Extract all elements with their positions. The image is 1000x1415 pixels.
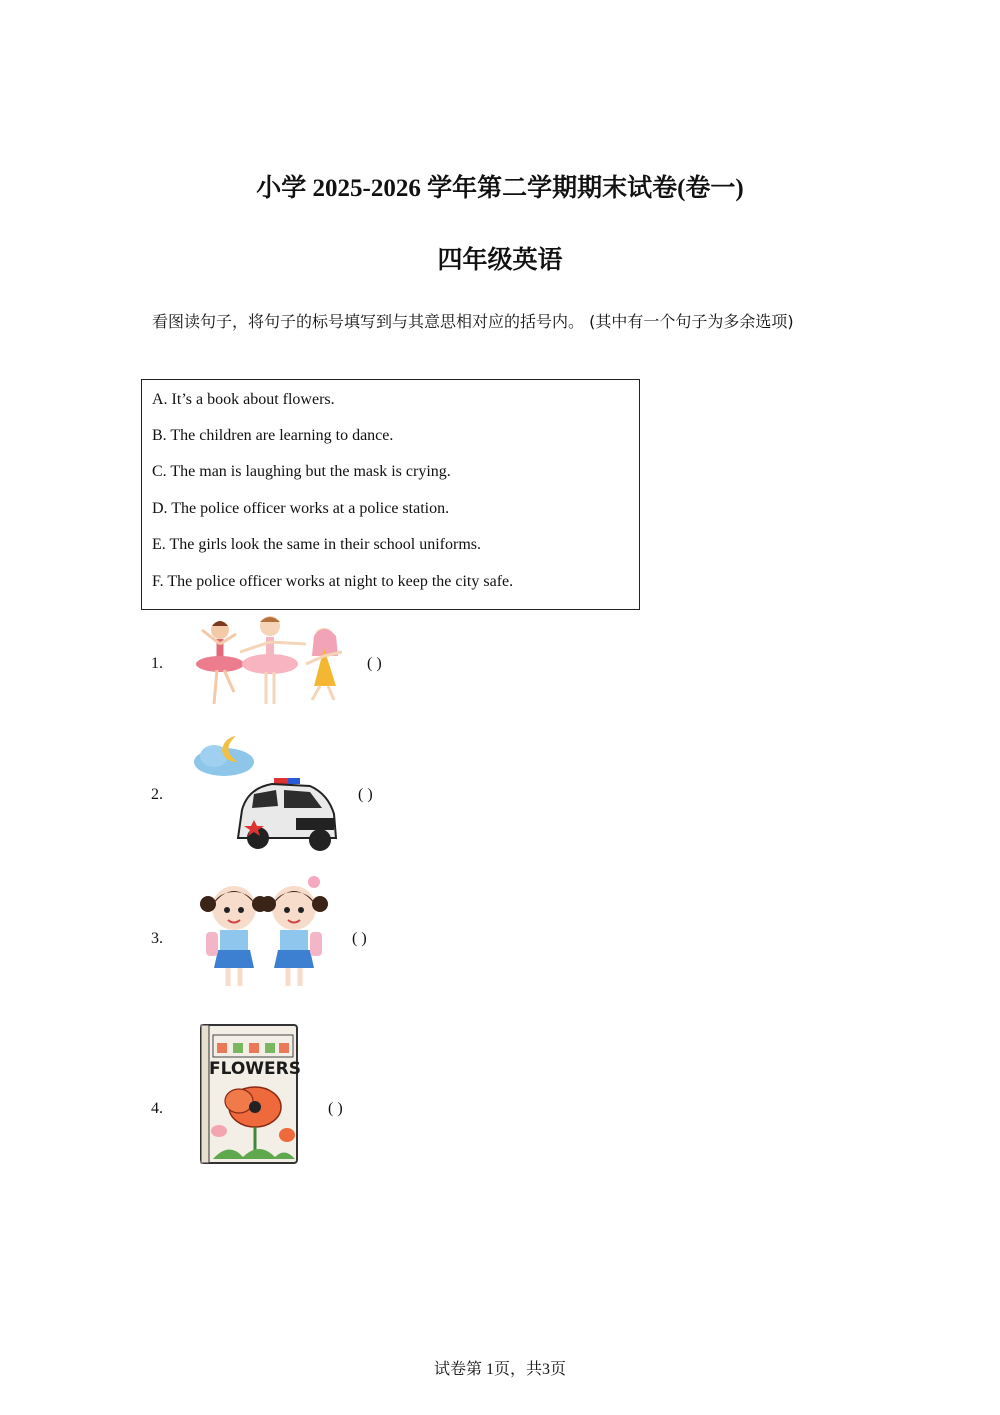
options-box: [141, 379, 640, 610]
question-2-number: 2.: [151, 786, 163, 803]
question-4-number: 4.: [151, 1100, 163, 1117]
question-1-answer-blank[interactable]: ( ): [367, 655, 382, 672]
option-a: A. It’s a book about flowers.: [152, 391, 335, 408]
exam-subtitle: 四年级英语: [437, 245, 563, 274]
option-c: C. The man is laughing but the mask is crying.: [152, 463, 451, 480]
question-2-answer-blank[interactable]: ( ): [358, 786, 373, 803]
question-3-number: 3.: [151, 930, 163, 947]
question-4-answer-blank[interactable]: ( ): [328, 1100, 343, 1117]
police-car-night-illustration: [192, 728, 342, 852]
twin-girls-uniform-illustration: [198, 872, 328, 994]
option-d: D. The police officer works at a police station.: [152, 500, 450, 517]
question-3-answer-blank[interactable]: ( ): [352, 930, 367, 947]
exam-title: 小学 2025-2026 学年第二学期期末试卷(卷一): [256, 175, 744, 202]
option-b: B. The children are learning to dance.: [152, 427, 394, 444]
page-footer: 试卷第 1页，共3页: [433, 1361, 566, 1378]
instructions: 看图读句子，将句子的标号填写到与其意思相对应的括号内。 (其中有一个句子为多余选项): [152, 312, 794, 331]
flowers-book-illustration: [199, 1023, 301, 1165]
option-f: F. The police officer works at night to keep the city safe.: [152, 573, 514, 590]
dancing-girls-illustration: [190, 612, 350, 712]
option-e: E. The girls look the same in their school uniforms.: [152, 536, 481, 553]
question-1-number: 1.: [151, 655, 163, 672]
book-title: FLOWERS: [209, 1059, 301, 1079]
